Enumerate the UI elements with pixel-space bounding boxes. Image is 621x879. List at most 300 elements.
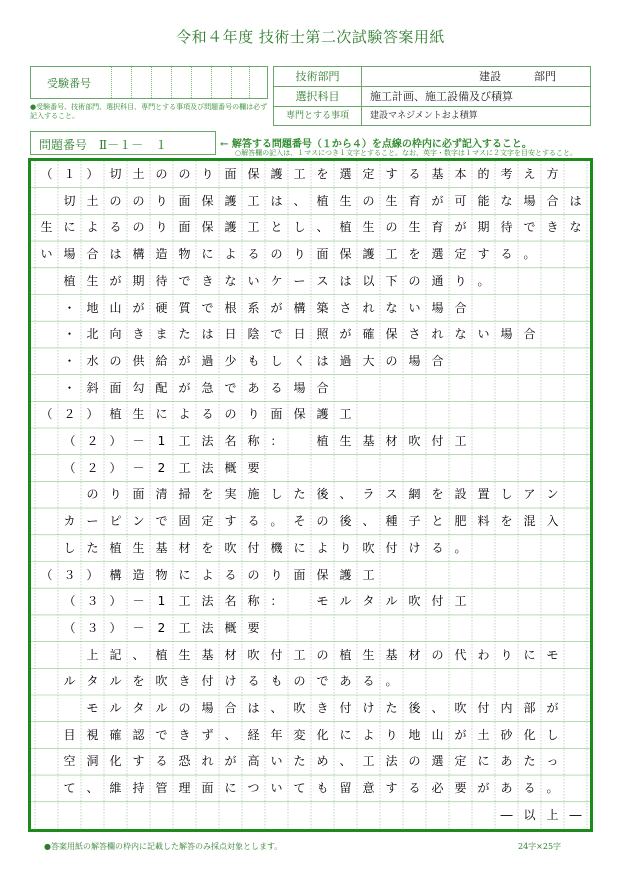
answer-char: 保 (385, 327, 398, 342)
answer-char: の (362, 193, 375, 208)
answer-char: 面 (201, 781, 214, 796)
character-count: 24字×25字 (518, 842, 562, 851)
answer-char: り (201, 167, 214, 181)
answer-line (31, 562, 590, 589)
answer-line (31, 295, 590, 322)
answer-char: る (270, 380, 283, 395)
answer-char: が (454, 727, 467, 742)
answer-char (196, 802, 219, 829)
answer-char: 過 (339, 353, 352, 368)
answer-char: 工 (339, 407, 352, 422)
answer-char: よ (178, 407, 191, 422)
answer-char: の (316, 647, 329, 662)
answer-line (31, 668, 590, 695)
answer-char: 。 (270, 514, 283, 529)
answer-char: カ (63, 514, 76, 529)
answer-char: 選 (431, 754, 444, 769)
answer-char (380, 802, 403, 829)
examinee-number-cell[interactable] (151, 67, 152, 98)
answer-char (35, 188, 58, 215)
answer-char: 肥 (454, 514, 467, 529)
answer-char: の (178, 167, 191, 181)
answer-char: 後 (316, 487, 329, 502)
answer-char: す (385, 167, 398, 181)
answer-line (31, 268, 590, 295)
answer-char: 過 (201, 353, 214, 368)
answer-char: に (178, 567, 191, 582)
answer-char: 面 (270, 407, 283, 422)
answer-char: ） (109, 594, 122, 609)
answer-char: で (270, 327, 283, 342)
answer-char: 生 (132, 540, 145, 555)
answer-char: を (431, 487, 444, 502)
answer-char: 的 (477, 167, 490, 181)
answer-char: ） (109, 434, 122, 448)
answer-char: － (132, 620, 145, 635)
answer-char: 目 (63, 727, 76, 742)
answer-char: の (132, 193, 145, 208)
answer-char: る (247, 247, 260, 262)
answer-char: は (270, 193, 283, 208)
answer-char: 混 (523, 514, 536, 529)
answer-char: よ (362, 727, 375, 742)
answer-char: 面 (293, 567, 306, 582)
examinee-number-cell[interactable] (249, 67, 250, 98)
answer-char (334, 802, 357, 829)
answer-char: ピ (109, 514, 122, 529)
answer-char: そ (293, 514, 306, 529)
answer-char: ラ (362, 487, 375, 502)
answer-char: 機 (270, 540, 283, 555)
answer-char: り (293, 247, 306, 262)
answer-char: タ (86, 674, 99, 689)
answer-char: 化 (523, 727, 536, 742)
answer-line (31, 695, 590, 722)
answer-char: の (385, 353, 398, 368)
answer-char: 1 (157, 434, 166, 448)
answer-char: 照 (316, 327, 329, 342)
answer-char: の (132, 220, 145, 235)
answer-char: 基 (362, 434, 375, 448)
answer-char: （ (63, 594, 76, 609)
examinee-number-cell[interactable] (211, 67, 212, 98)
answer-char: モ (86, 701, 99, 715)
answer-char: 種 (385, 514, 398, 529)
answer-char: わ (477, 647, 490, 662)
answer-char (35, 348, 58, 375)
answer-char: 場 (431, 300, 444, 315)
answer-char: り (339, 540, 352, 555)
answer-char: 維 (109, 781, 122, 796)
answer-char: 後 (408, 701, 421, 715)
answer-char: 付 (270, 647, 283, 662)
answer-char: 固 (178, 514, 191, 529)
answer-char: 切 (63, 193, 76, 208)
answer-char: て (63, 781, 76, 796)
answer-char: ： (270, 434, 283, 448)
answer-char: 急 (201, 380, 214, 395)
answer-char: す (132, 754, 145, 769)
answer-char: る (408, 167, 421, 181)
answer-char: 後 (339, 514, 352, 529)
answer-char: で (224, 380, 237, 395)
specialty-value[interactable]: 建設マネジメントおよ積算 (370, 111, 478, 121)
answer-char (35, 775, 58, 802)
answer-line (31, 775, 590, 802)
answer-char: 工 (385, 247, 398, 262)
answer-char: ー (86, 514, 99, 529)
answer-grid[interactable] (28, 158, 593, 832)
answer-char: 、 (339, 754, 352, 769)
answer-char (35, 802, 58, 829)
answer-char: 変 (293, 727, 306, 742)
answer-char: ― (569, 807, 582, 822)
answer-char: 構 (293, 300, 306, 315)
answer-char: 面 (132, 487, 145, 502)
answer-char: ・ (63, 327, 76, 342)
answer-char: 工 (247, 220, 260, 235)
subject-row (274, 87, 590, 107)
answer-char: に (155, 407, 168, 422)
answer-char: 配 (155, 380, 168, 395)
answer-char: し (270, 353, 283, 368)
answer-char (35, 748, 58, 775)
answer-char: い (247, 273, 260, 288)
answer-char: き (316, 701, 329, 715)
answer-char: 概 (224, 460, 237, 475)
answer-char: す (224, 514, 237, 529)
answer-line (31, 161, 590, 188)
answer-char (58, 695, 81, 722)
answer-char: と (431, 514, 444, 529)
answer-char: が (224, 754, 237, 769)
answer-char: 面 (178, 193, 191, 208)
answer-char: 供 (132, 353, 145, 368)
answer-char (35, 642, 58, 669)
answer-char: 定 (201, 514, 214, 529)
answer-char (288, 802, 311, 829)
answer-char: 工 (178, 434, 191, 448)
answer-char: が (178, 380, 191, 395)
answer-char: の (155, 167, 168, 181)
answer-char: ２ (63, 407, 76, 422)
answer-char: ず (201, 727, 214, 742)
answer-char: 生 (86, 273, 99, 288)
answer-char: し (546, 727, 559, 742)
answer-char (35, 428, 58, 455)
answer-char: ス (385, 487, 398, 502)
answer-char: ル (155, 701, 168, 715)
answer-char (265, 802, 288, 829)
answer-char: ル (109, 701, 122, 715)
answer-char: 吹 (408, 594, 421, 609)
answer-char: 、 (224, 727, 237, 742)
answer-char: き (201, 273, 214, 288)
answer-char: 工 (362, 754, 375, 769)
answer-char: け (362, 701, 375, 715)
answer-char: あ (500, 754, 513, 769)
answer-char: １ (63, 167, 76, 181)
answer-char: く (293, 353, 306, 368)
answer-char: 留 (339, 781, 352, 796)
answer-char: め (316, 754, 329, 769)
answer-char: 保 (201, 193, 214, 208)
answer-char: 根 (224, 300, 237, 315)
answer-char: 付 (339, 701, 352, 715)
answer-char: モ (316, 594, 329, 609)
answer-char: 要 (454, 781, 467, 796)
answer-char: 、 (431, 701, 444, 715)
answer-char: あ (247, 380, 260, 395)
answer-char: 、 (270, 701, 283, 715)
department-value[interactable]: 建設 部門 (479, 70, 556, 83)
answer-char: の (385, 220, 398, 235)
answer-char: 工 (293, 647, 306, 662)
answer-char: な (454, 327, 467, 342)
question-number: 問題番号 Ⅱ－１－ １ (39, 138, 168, 152)
answer-char: 吹 (293, 701, 306, 715)
answer-char: 給 (155, 353, 168, 368)
answer-char: ３ (63, 567, 76, 582)
answer-char: よ (316, 540, 329, 555)
answer-char: は (247, 701, 260, 715)
answer-char: ン (546, 487, 559, 502)
answer-char: て (293, 781, 306, 796)
answer-char: 持 (132, 781, 145, 796)
answer-char: し (500, 487, 513, 502)
answer-char: る (224, 567, 237, 582)
answer-char: 場 (523, 193, 536, 208)
answer-char (35, 508, 58, 535)
answer-char: ３ (86, 594, 99, 609)
answer-char: き (178, 674, 191, 689)
answer-char: 水 (86, 353, 99, 368)
answer-char: 吹 (224, 540, 237, 555)
examinee-number-cell[interactable] (171, 67, 172, 98)
answer-char: の (247, 567, 260, 582)
answer-char: 網 (408, 487, 421, 502)
answer-char (173, 802, 196, 829)
answer-char: 護 (224, 193, 237, 208)
answer-char: に (224, 781, 237, 796)
answer-char: が (109, 273, 122, 288)
answer-char: 系 (247, 300, 260, 315)
answer-char: 称 (247, 434, 260, 448)
examinee-number-cell[interactable] (131, 67, 132, 98)
answer-char: が (270, 300, 283, 315)
answer-char (242, 802, 265, 829)
answer-char: よ (224, 247, 237, 262)
answer-char: れ (362, 300, 375, 315)
answer-char: 名 (224, 434, 237, 448)
answer-char: た (293, 487, 306, 502)
answer-char: が (132, 300, 145, 315)
examinee-number-label: 受験番号 (47, 77, 91, 90)
answer-char: 場 (500, 327, 513, 342)
answer-char (288, 428, 311, 455)
answer-char: が (546, 701, 559, 715)
answer-char (127, 802, 150, 829)
answer-char: 植 (339, 220, 352, 235)
answer-char: 護 (362, 247, 375, 262)
answer-char: ・ (63, 300, 76, 315)
answer-char: 付 (201, 674, 214, 689)
answer-line (31, 375, 590, 402)
answer-char: る (155, 754, 168, 769)
examinee-number-cell[interactable] (231, 67, 232, 98)
answer-char: す (477, 247, 490, 262)
answer-char (311, 802, 334, 829)
answer-char: 土 (132, 167, 145, 181)
answer-char (35, 615, 58, 642)
answer-char: ・ (63, 380, 76, 395)
examinee-note: ●受験番号、技術部門、選択科目、専門とする事項及び問題番号の欄は必ず記入すること。 (30, 103, 268, 120)
answer-char: 法 (201, 434, 214, 448)
examinee-number-box[interactable] (30, 66, 268, 99)
answer-char: き (546, 220, 559, 235)
answer-char: の (316, 514, 329, 529)
answer-char: 管 (155, 781, 168, 796)
answer-char: 護 (316, 407, 329, 422)
answer-char: － (132, 434, 145, 448)
answer-char: 場 (408, 353, 421, 368)
answer-char: 工 (293, 167, 306, 181)
answer-char: あ (339, 674, 352, 689)
answer-char: 名 (224, 594, 237, 609)
answer-char: 場 (63, 247, 76, 262)
answer-char: 吹 (408, 434, 421, 448)
answer-char: 築 (316, 300, 329, 315)
answer-line (31, 748, 590, 775)
answer-char: し (293, 220, 306, 235)
answer-char: つ (247, 781, 260, 796)
answer-char (35, 455, 58, 482)
answer-char: 造 (155, 247, 168, 262)
answer-char: ル (339, 594, 352, 609)
answer-char: 材 (385, 434, 398, 448)
answer-char: 清 (155, 487, 168, 502)
answer-char: る (109, 220, 122, 235)
answer-char: ル (385, 594, 398, 609)
answer-char: が (454, 220, 467, 235)
answer-char: モ (546, 647, 559, 662)
answer-char: り (155, 193, 168, 208)
examinee-number-cell[interactable] (191, 67, 192, 98)
answer-line (31, 321, 590, 348)
answer-char: ル (63, 674, 76, 689)
answer-char: 定 (454, 754, 467, 769)
answer-char: 育 (408, 193, 421, 208)
answer-char: た (293, 754, 306, 769)
answer-char: り (454, 273, 467, 288)
answer-line (31, 722, 590, 749)
answer-char: 陰 (247, 327, 260, 342)
answer-char: ン (132, 514, 145, 529)
answer-char (35, 668, 58, 695)
answer-char: り (155, 220, 168, 235)
examinee-number-cell[interactable] (111, 67, 112, 98)
answer-char: ス (316, 273, 329, 288)
question-number-box[interactable] (30, 131, 216, 155)
answer-char: 生 (339, 193, 352, 208)
answer-line (31, 588, 590, 615)
answer-char: 合 (86, 247, 99, 262)
answer-line (31, 188, 590, 215)
answer-char: 基 (155, 540, 168, 555)
answer-char: よ (86, 220, 99, 235)
answer-char: り (270, 567, 283, 582)
answer-char: 選 (339, 167, 352, 181)
answer-line (31, 481, 590, 508)
answer-char: な (569, 220, 582, 235)
answer-char: 、 (316, 220, 329, 235)
answer-char (426, 802, 449, 829)
answer-char: 通 (431, 273, 444, 288)
question-note: ○解答欄の記入は、１マスにつき１文字とすること。なお、英字・数字は１マスに２文字を目安とすること。 (235, 149, 577, 157)
answer-char: 工 (454, 434, 467, 448)
answer-char: 掃 (178, 487, 191, 502)
answer-line (31, 615, 590, 642)
specialty-label: 専門とする事項 (274, 107, 362, 125)
answer-char: 恐 (178, 754, 191, 769)
answer-char: 方 (546, 167, 559, 181)
answer-char: 合 (224, 701, 237, 715)
answer-char: の (109, 353, 122, 368)
answer-char: 基 (431, 167, 444, 181)
answer-char: で (523, 220, 536, 235)
answer-char: と (270, 220, 283, 235)
answer-line (31, 401, 590, 428)
answer-char: 概 (224, 620, 237, 635)
answer-char: 法 (201, 594, 214, 609)
answer-char: 植 (339, 647, 352, 662)
answer-char: る (431, 540, 444, 555)
answer-char: 面 (224, 167, 237, 181)
answer-char: る (408, 781, 421, 796)
answer-char: 植 (109, 407, 122, 422)
page-title: 令和４年度 技術士第二次試験答案用紙 (176, 28, 445, 46)
answer-char: 要 (247, 460, 260, 475)
answer-char: る (523, 781, 536, 796)
answer-char: が (339, 327, 352, 342)
answer-char: 生 (362, 220, 375, 235)
subject-value[interactable]: 施工計画、施工設備及び積算 (370, 90, 513, 103)
answer-char: は (569, 193, 582, 208)
answer-char: 能 (477, 193, 490, 208)
answer-char: 山 (431, 727, 444, 742)
answer-char: れ (201, 754, 214, 769)
answer-char: が (477, 781, 490, 796)
answer-char: ） (109, 620, 122, 635)
answer-char (449, 802, 472, 829)
answer-char: の (178, 701, 191, 715)
answer-char: る (201, 407, 214, 422)
answer-char: 。 (385, 674, 398, 689)
answer-char: 土 (86, 193, 99, 208)
answer-char: さ (339, 300, 352, 315)
answer-char: 洞 (86, 754, 99, 769)
answer-char: を (201, 487, 214, 502)
answer-char: （ (63, 434, 76, 448)
info-table (273, 66, 591, 126)
answer-char: 法 (201, 620, 214, 635)
answer-char: の (86, 487, 99, 502)
answer-char: 合 (523, 327, 536, 342)
answer-char: る (247, 674, 260, 689)
answer-char: 吹 (454, 701, 467, 715)
answer-char: に (63, 220, 76, 235)
answer-char: 置 (477, 487, 490, 502)
